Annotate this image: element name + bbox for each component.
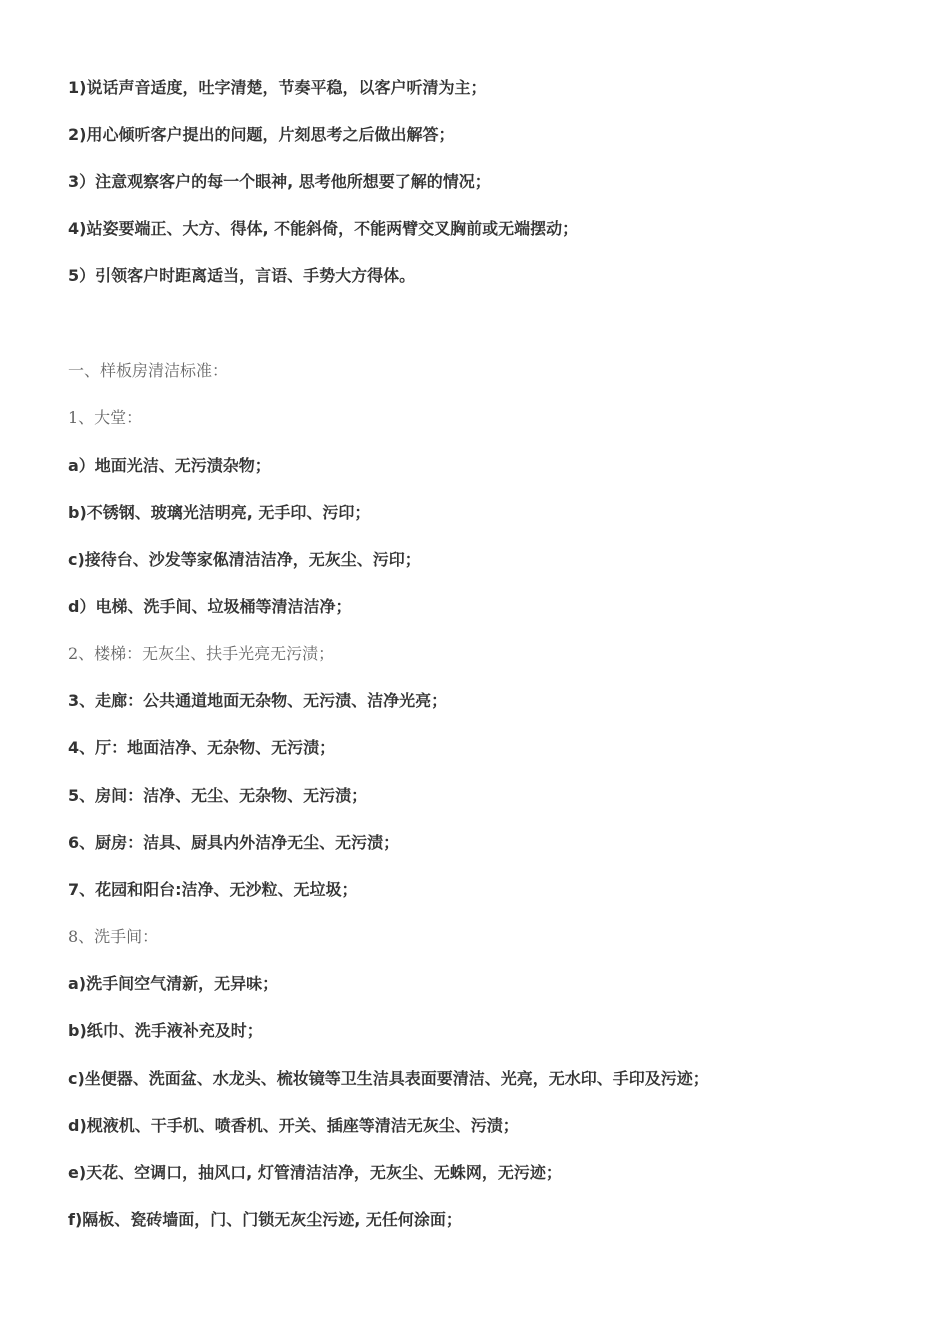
subsection-hall: 4、厅：地面洁净、无杂物、无污渍；	[68, 738, 336, 757]
washroom-item-f: f)隔板、瓷砖墙面，门、门锁无灰尘污迹, 无任何涂面；	[68, 1210, 462, 1229]
subsection-lobby: 1、大堂：	[68, 408, 143, 427]
etiquette-item-5: 5）引领客户时距离适当，言语、手势大方得体。	[68, 266, 416, 285]
washroom-item-d: d)枧液机、干手机、喷香机、开关、插座等清洁无灰尘、污渍；	[68, 1116, 519, 1135]
washroom-item-b: b)纸巾、洗手液补充及时；	[68, 1021, 263, 1040]
etiquette-item-3: 3）注意观察客户的每一个眼神, 思考他所想要了解的情况；	[68, 172, 491, 191]
lobby-item-b: b)不锈钢、玻璃光洁明亮, 无手印、污印；	[68, 503, 371, 522]
subsection-kitchen: 6、厨房：洁具、厨具内外洁净无尘、无污渍；	[68, 833, 400, 852]
etiquette-item-4: 4)站姿要端正、大方、得体, 不能斜倚，不能两臂交叉胸前或无端摆动；	[68, 219, 579, 238]
lobby-item-d: d）电梯、洗手间、垃圾桶等清洁洁净；	[68, 597, 352, 616]
subsection-washroom: 8、洗手间：	[68, 927, 159, 946]
subsection-stairs: 2、楼梯：无灰尘、扶手光亮无污渍；	[68, 644, 335, 663]
subsection-garden: 7、花园和阳台:洁净、无沙粒、无垃圾；	[68, 880, 358, 899]
lobby-item-c: c)接待台、沙发等家俬清洁洁净，无灰尘、污印；	[68, 550, 421, 569]
subsection-corridor: 3、走廊：公共通道地面无杂物、无污渍、洁净光亮；	[68, 691, 448, 710]
washroom-item-c: c)坐便器、洗面盆、水龙头、梳妆镜等卫生洁具表面要清洁、光亮，无水印、手印及污迹；	[68, 1069, 709, 1088]
etiquette-item-2: 2)用心倾听客户提出的问题，片刻思考之后做出解答；	[68, 125, 455, 144]
etiquette-item-1: 1)说话声音适度，吐字清楚，节奏平稳，以客户听清为主；	[68, 78, 487, 97]
washroom-item-e: e)天花、空调口，抽风口, 灯管清洁洁净，无灰尘、无蛛网，无污迹；	[68, 1163, 562, 1182]
washroom-item-a: a)洗手间空气清新，无异味；	[68, 974, 279, 993]
lobby-item-a: a）地面光洁、无污渍杂物；	[68, 456, 271, 475]
section-heading: 一、样板房清洁标准：	[68, 361, 229, 380]
subsection-room: 5、房间：洁净、无尘、无杂物、无污渍；	[68, 786, 368, 805]
